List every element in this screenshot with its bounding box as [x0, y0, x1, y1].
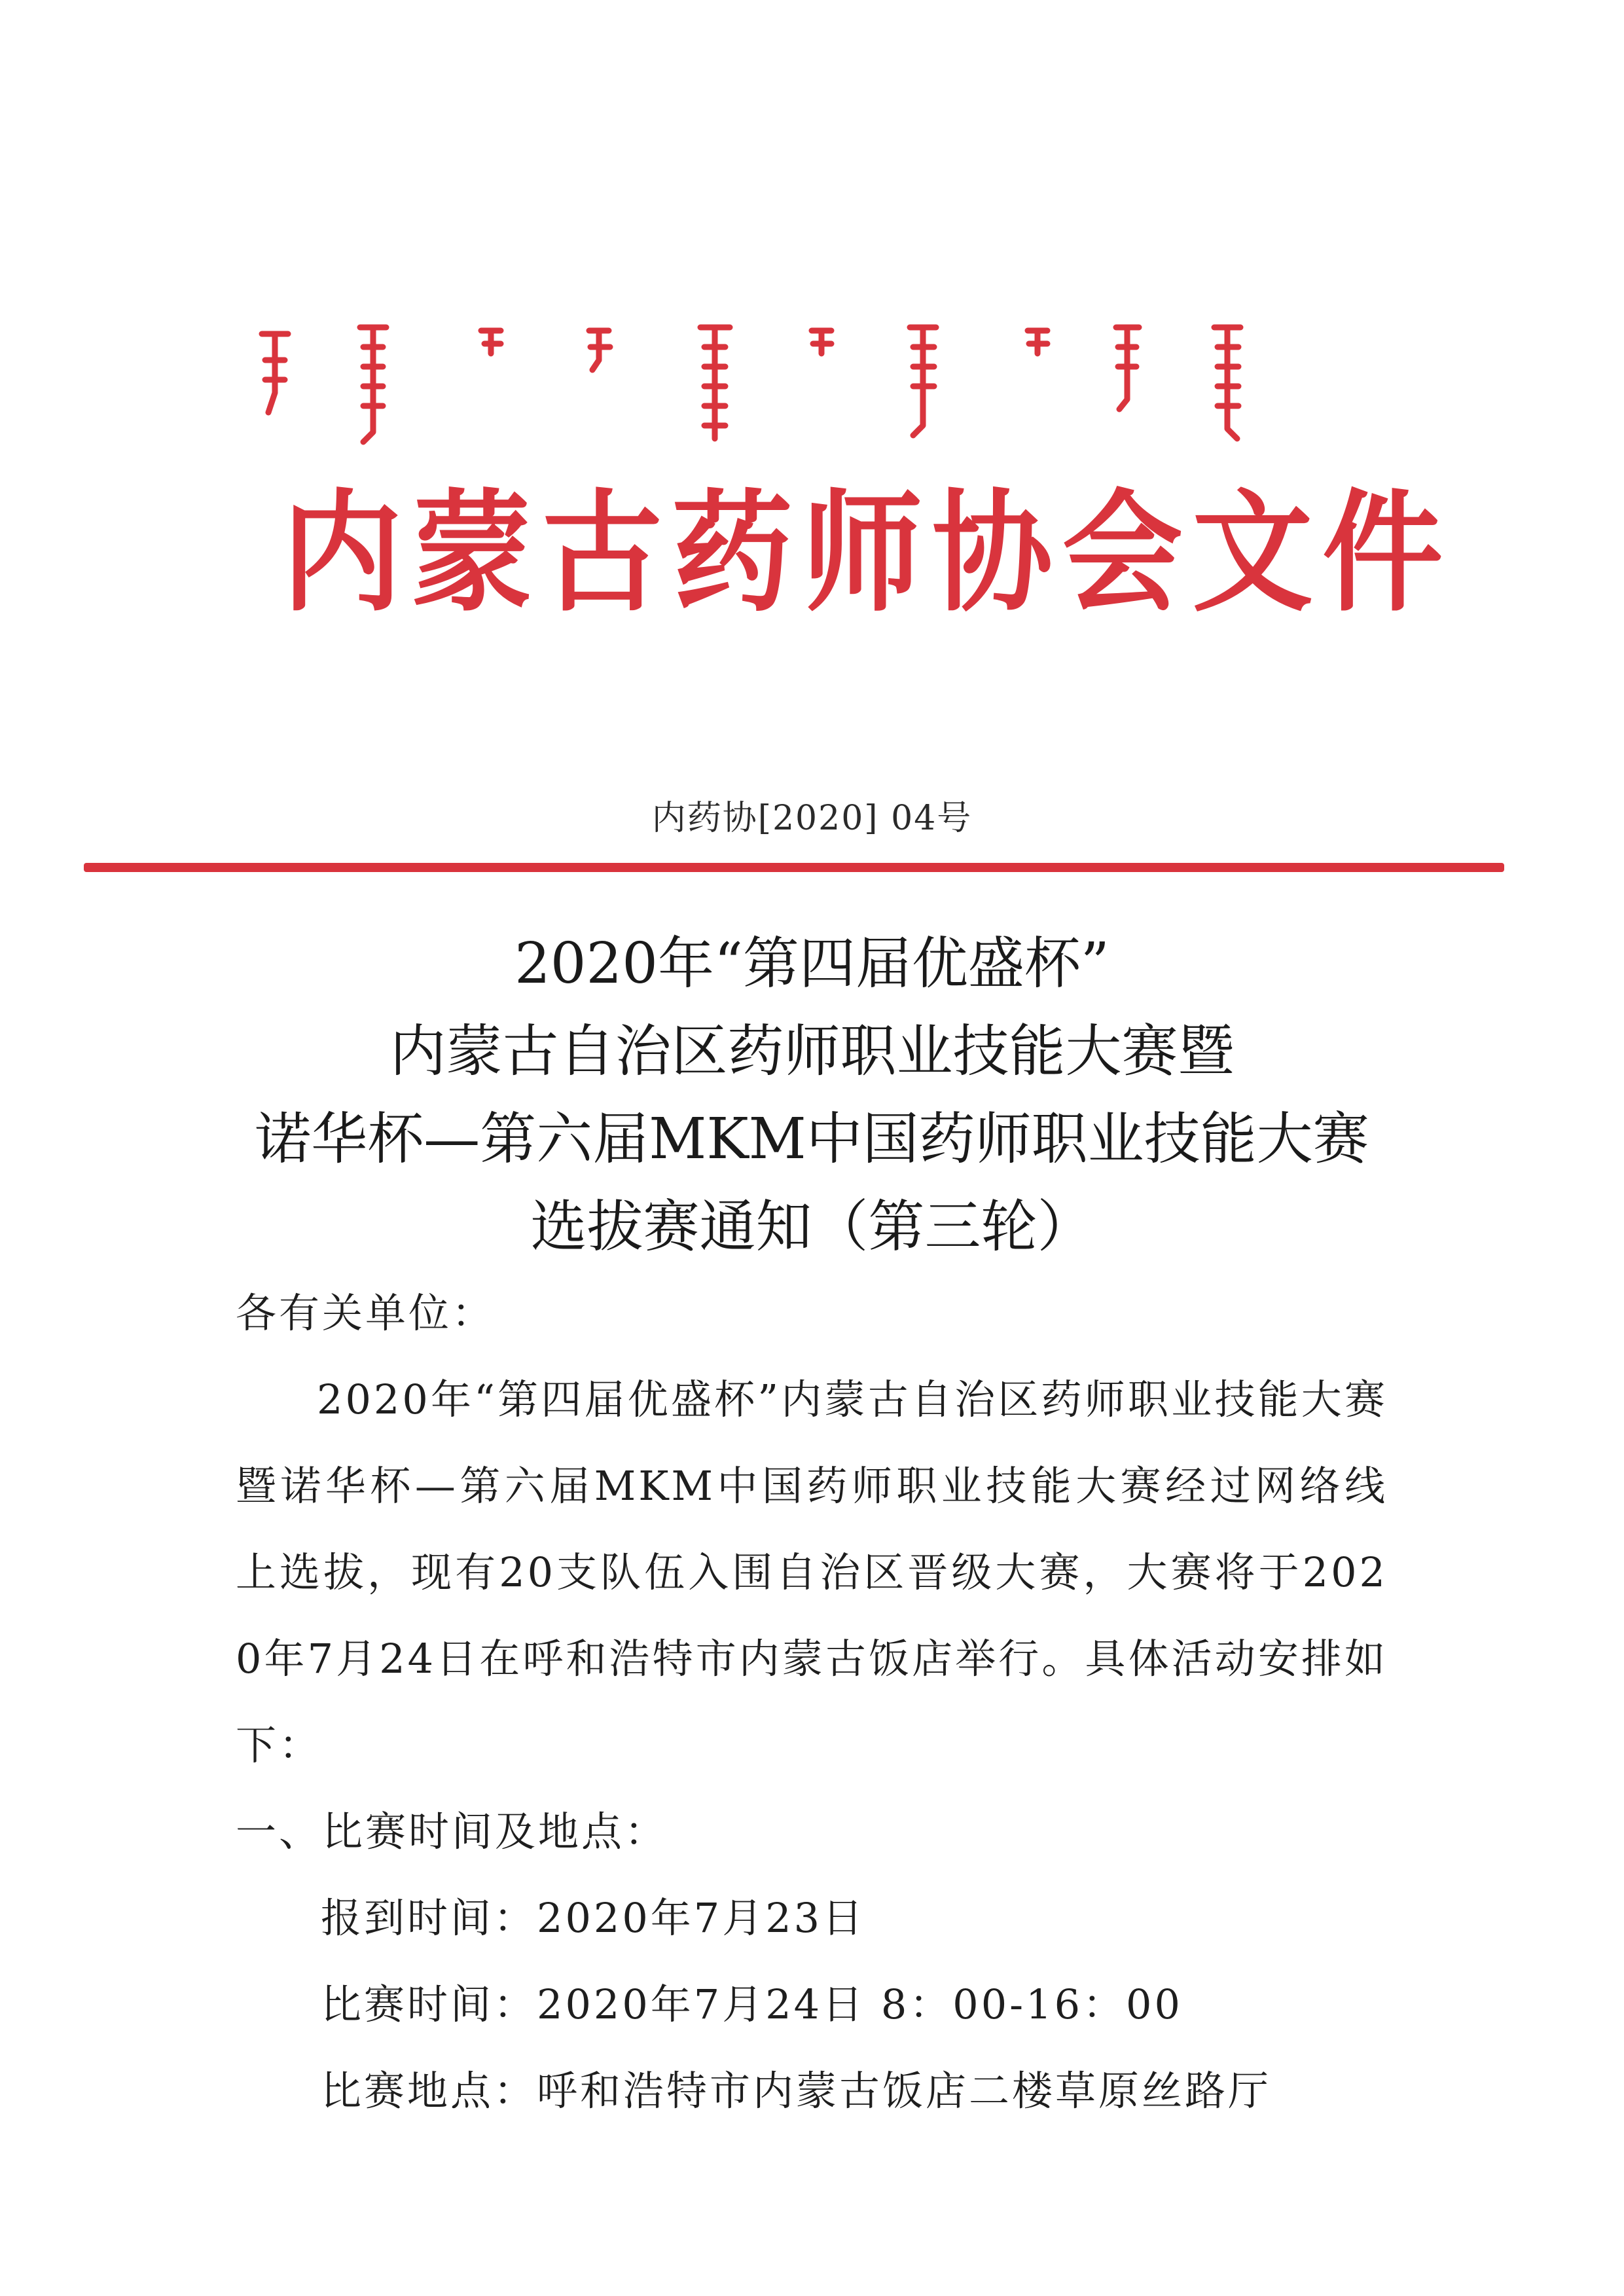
notice-title-line: 诺华杯—第六届MKM中国药师职业技能大赛	[255, 1106, 1369, 1172]
salutation: 各有关单位：	[236, 1289, 496, 1337]
section-heading: 一、比赛时间及地点：	[236, 1808, 668, 1855]
notice-body	[236, 1270, 1388, 2134]
notice-title-line: 内蒙古自治区药师职业技能大赛暨	[389, 1019, 1235, 1084]
red-divider-rule	[84, 863, 1504, 872]
mongolian-script-banner-icon	[249, 314, 1362, 445]
issuer-title: 内蒙古药师协会文件	[281, 476, 1453, 630]
document-number: 内药协[2020] 04号	[651, 799, 973, 838]
notice-title-line: 选拔赛通知（第三轮）	[530, 1194, 1094, 1260]
competition-time: 比赛时间：2020年7月24日 8：00-16：00	[321, 1980, 1183, 2028]
competition-venue: 比赛地点：呼和浩特市内蒙古饭店二楼草原丝路厅	[321, 2067, 1272, 2115]
notice-title	[0, 920, 1624, 1271]
registration-time: 报到时间：2020年7月23日	[321, 1894, 866, 1942]
intro-paragraph: 2020年“第四届优盛杯”内蒙古自治区药师职业技能大赛暨诺华杯—第六届MKM中国药师职业技能大赛经过网络线上选拔，现有20支队伍入围自治区晋级大赛，大赛将于2020年7月24日在呼和浩特市内蒙古饭店举行。具体活动安排如下：	[236, 1376, 1388, 1769]
notice-title-line: 2020年“第四届优盛杯”	[514, 931, 1110, 996]
